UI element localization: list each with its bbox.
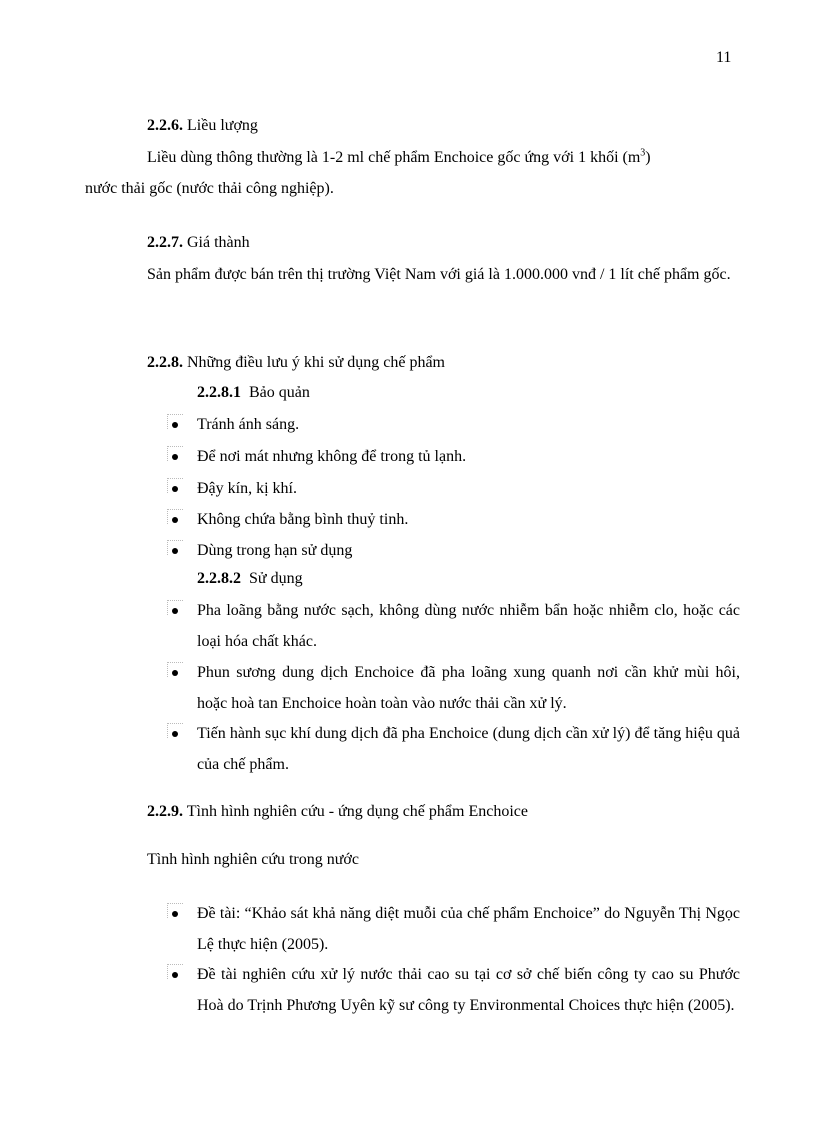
- section-2-2-6-body: [85, 142, 740, 173]
- list-item: Đề tài nghiên cứu xử lý nước thải cao su tại cơ sở chế biến công ty cao su Phước Hoà do Trịnh Phương Uyên kỹ sư công ty Environmental Choices thực hiện (2005).: [197, 966, 740, 1014]
- subsection-2-2-8-1-heading: [197, 381, 310, 405]
- subsection-2-2-8-2-heading: [197, 567, 303, 591]
- list-item: Phun sương dung dịch Enchoice đã pha loãng xung quanh nơi cần khử mùi hôi, hoặc hoà tan Enchoice hoàn toàn vào nước thải cần xử lý.: [197, 664, 740, 712]
- list-item: Không chứa bằng bình thuỷ tinh.: [197, 511, 409, 528]
- section-title: Giá thành: [187, 234, 250, 251]
- bullet-icon: [172, 972, 178, 978]
- section-2-2-7-body: Sản phẩm được bán trên thị trường Việt Nam với giá là 1.000.000 vnđ / 1 lít chế phẩm gốc.: [147, 266, 731, 283]
- superscript: 3: [640, 147, 646, 159]
- section-2-2-6-heading: [147, 114, 258, 138]
- section-title: Những điều lưu ý khi sử dụng chế phẩm: [187, 354, 445, 371]
- bullet-icon: [172, 608, 178, 614]
- section-2-2-6-body-line2: nước thải gốc (nước thải công nghiệp).: [85, 180, 334, 197]
- subsection-number: 2.2.8.2: [197, 570, 241, 587]
- bullet-icon: [172, 670, 178, 676]
- list-item: Đề tài: “Khảo sát khả năng diệt muỗi của chế phẩm Enchoice” do Nguyễn Thị Ngọc Lệ thực hiện (2005).: [197, 905, 740, 953]
- subsection-title: Sử dụng: [249, 570, 303, 587]
- list-item: Đậy kín, kị khí.: [197, 480, 297, 497]
- section-2-2-9-heading: [147, 800, 528, 824]
- section-number: 2.2.8.: [147, 354, 183, 371]
- section-2-2-7-heading: [147, 231, 250, 255]
- subsection-number: 2.2.8.1: [197, 384, 241, 401]
- bullet-icon: [172, 548, 178, 554]
- list-item: Tránh ánh sáng.: [197, 416, 300, 433]
- bullet-icon: [172, 454, 178, 460]
- bullet-icon: [172, 911, 178, 917]
- list-item: Pha loãng bằng nước sạch, không dùng nước nhiễm bẩn hoặc nhiễm clo, hoặc các loại hóa chất khác.: [197, 602, 740, 650]
- section-title: Tình hình nghiên cứu - ứng dụng chế phẩm Enchoice: [186, 803, 528, 820]
- section-2-2-8-heading: [147, 351, 445, 375]
- bullet-icon: [172, 517, 178, 523]
- domestic-research-heading: Tình hình nghiên cứu trong nước: [147, 851, 359, 868]
- list-item: Dùng trong hạn sử dụng: [197, 542, 353, 559]
- bullet-icon: [172, 422, 178, 428]
- section-number: 2.2.7.: [147, 234, 183, 251]
- section-number: 2.2.9.: [147, 803, 183, 820]
- bullet-icon: [172, 486, 178, 492]
- dosage-text: Liều dùng thông thường là 1-2 ml chế phẩm Enchoice gốc ứng với 1 khối (m: [147, 149, 641, 166]
- list-item: Tiến hành sục khí dung dịch đã pha Enchoice (dung dịch cần xử lý) để tăng hiệu quả của chế phẩm.: [197, 725, 740, 773]
- subsection-title: Bảo quản: [249, 384, 310, 401]
- list-item: Để nơi mát nhưng không để trong tủ lạnh.: [197, 448, 467, 465]
- section-number: 2.2.6.: [147, 117, 183, 134]
- closing-paren: ): [645, 149, 651, 166]
- section-title: Liều lượng: [187, 117, 258, 134]
- page-number: 11: [716, 49, 732, 66]
- bullet-icon: [172, 731, 178, 737]
